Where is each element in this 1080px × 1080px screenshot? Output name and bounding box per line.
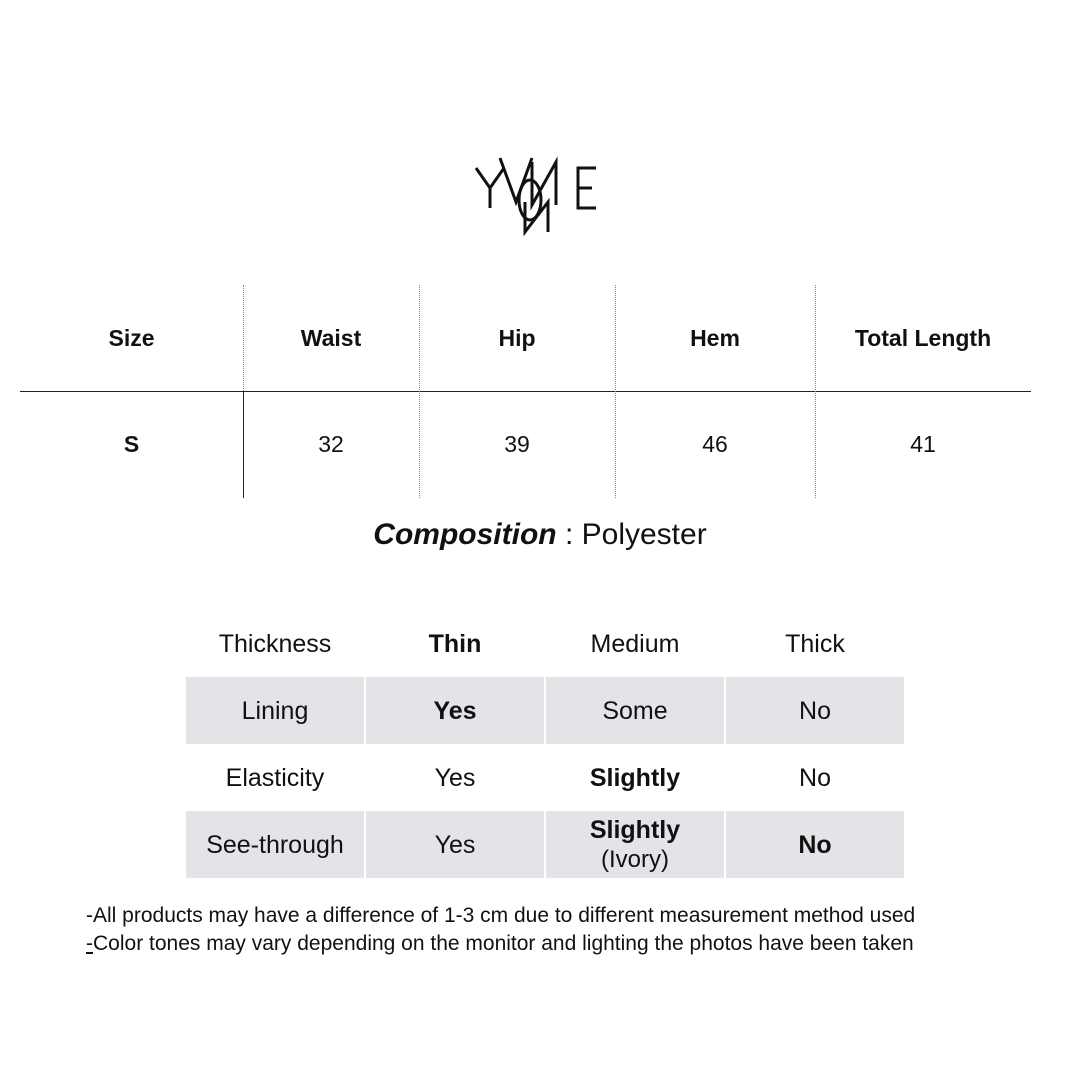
- fabric-option-label: Yes: [434, 830, 476, 859]
- fabric-option-selected: [546, 744, 724, 811]
- fabric-option-label: Thick: [785, 629, 845, 658]
- yvonne-logo-icon: [470, 150, 610, 245]
- fabric-option-label: Slightly: [589, 763, 681, 792]
- fabric-row-label: Thickness: [218, 629, 332, 658]
- fabric-option-label: No: [799, 696, 831, 725]
- column-divider: [815, 285, 816, 498]
- header-hip: Hip: [498, 324, 536, 351]
- fabric-row-lining: [186, 677, 906, 744]
- note-color-text: Color tones may vary depending on the monitor and lighting the photos have been taken: [93, 932, 914, 955]
- fabric-option: [726, 744, 904, 811]
- brand-logo: [470, 150, 610, 245]
- fabric-option-selected: [726, 811, 904, 878]
- cell-total-length: 41: [910, 431, 936, 457]
- fabric-option-label: No: [798, 830, 832, 859]
- header-total-length: Total Length: [854, 324, 992, 351]
- column-divider: [243, 285, 244, 391]
- fabric-option: [546, 610, 724, 677]
- fabric-row-label: Lining: [186, 677, 364, 744]
- fabric-option-label: Thin: [428, 629, 482, 658]
- fabric-option: [726, 610, 904, 677]
- column-divider: [243, 391, 244, 498]
- fabric-option-selected: [366, 677, 544, 744]
- cell-size: S: [123, 431, 140, 457]
- header-waist: Waist: [300, 324, 362, 351]
- notes: [86, 902, 915, 958]
- composition-label: Composition: [373, 518, 557, 551]
- fabric-option: [726, 677, 904, 744]
- table-row: [20, 391, 1031, 498]
- composition-separator: :: [556, 518, 582, 551]
- fabric-option-selected: [366, 610, 544, 677]
- cell-waist: 32: [318, 431, 344, 457]
- fabric-option: [546, 677, 724, 744]
- column-divider: [419, 285, 420, 498]
- composition-line: [0, 518, 1080, 552]
- fabric-option-label: Some: [602, 696, 668, 725]
- header-size: Size: [108, 324, 155, 351]
- fabric-properties-table: [186, 610, 906, 878]
- cell-hip: 39: [504, 431, 530, 457]
- fabric-row-see-through: [186, 811, 906, 878]
- fabric-option-note: (Ivory): [601, 845, 669, 873]
- cell-hem: 46: [702, 431, 728, 457]
- fabric-option-selected: [546, 811, 724, 878]
- fabric-option-label: Yes: [433, 696, 477, 725]
- fabric-option: [366, 744, 544, 811]
- fabric-row-elasticity: [186, 744, 906, 811]
- column-divider: [615, 285, 616, 498]
- note-color: [86, 930, 915, 958]
- note-color-dash: -: [86, 932, 93, 955]
- fabric-option-label: Slightly: [589, 815, 681, 844]
- size-table: [20, 285, 1031, 498]
- size-table-header: [20, 285, 1031, 391]
- fabric-option-label: No: [799, 763, 831, 792]
- composition-value: Polyester: [581, 518, 707, 551]
- fabric-row-label: Elasticity: [225, 763, 325, 792]
- fabric-row-thickness: [186, 610, 906, 677]
- note-measurement: -All products may have a difference of 1-3 cm due to different measurement method used: [86, 904, 916, 927]
- fabric-row-label: See-through: [186, 811, 364, 878]
- header-divider: [20, 391, 1031, 392]
- fabric-option-label: Medium: [590, 629, 680, 658]
- fabric-option: [366, 811, 544, 878]
- fabric-option-label: Yes: [434, 763, 476, 792]
- header-hem: Hem: [690, 324, 740, 351]
